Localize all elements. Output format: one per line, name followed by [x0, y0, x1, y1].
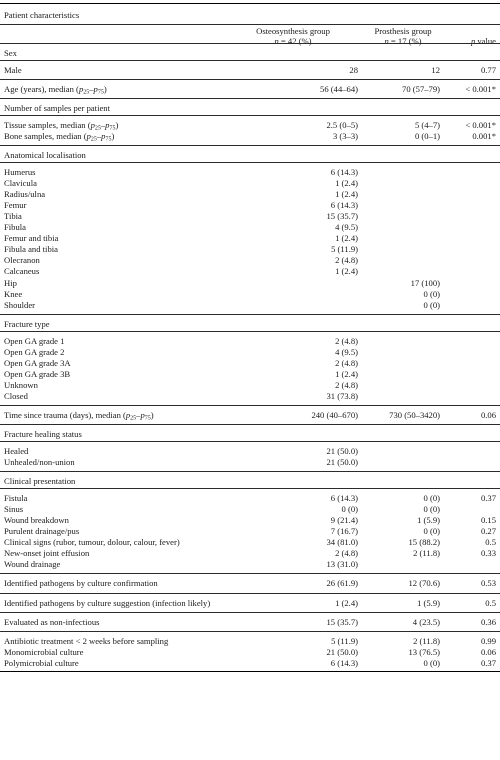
osteosynthesis-value: 1 (2.4)	[335, 598, 358, 608]
pvalue-header-label: p value	[470, 36, 496, 46]
row-label: New-onset joint effusion	[4, 548, 90, 558]
row-label: Antibiotic treatment < 2 weeks before sampling	[4, 636, 169, 646]
osteosynthesis-value: 15 (35.7)	[326, 211, 358, 221]
p-value: 0.27	[480, 526, 496, 536]
table-row	[0, 617, 500, 627]
table-row	[0, 244, 500, 254]
row-label: Hip	[4, 278, 17, 288]
pvalue-header	[471, 36, 496, 46]
group-rule	[0, 488, 500, 489]
prosthesis-value: 0 (0)	[423, 526, 440, 536]
row-label: Radius/ulna	[4, 189, 46, 199]
row-label: Wound drainage	[4, 559, 61, 569]
group-rule	[0, 612, 500, 613]
osteosynthesis-value: 21 (50.0)	[326, 457, 358, 467]
table-row	[0, 255, 500, 265]
osteosynthesis-value: 21 (50.0)	[326, 446, 358, 456]
osteosynthesis-value: 6 (14.3)	[330, 200, 358, 210]
p-value: 0.77	[480, 65, 496, 75]
group-rule	[0, 441, 500, 442]
prosthesis-value: 5 (4–7)	[414, 120, 440, 130]
table-row	[0, 410, 500, 420]
osteosynthesis-header-name: Osteosynthesis group	[256, 26, 330, 36]
section-clinical-presentation	[0, 476, 500, 486]
osteosynthesis-value: 6 (14.3)	[330, 167, 358, 177]
prosthesis-value: 1 (5.9)	[417, 598, 440, 608]
row-label: Identified pathogens by culture suggestion (infection likely)	[4, 598, 211, 608]
osteosynthesis-value: 34 (81.0)	[326, 537, 358, 547]
table-title: Patient characteristics	[4, 10, 80, 20]
prosthesis-value: 13 (76.5)	[408, 647, 440, 657]
section-label: Clinical presentation	[4, 476, 76, 486]
row-label: Bone samples, median $(p_{25}-p_{75})$	[4, 131, 115, 143]
osteosynthesis-value: 2 (4.8)	[335, 336, 358, 346]
prosthesis-value: 0 (0)	[423, 504, 440, 514]
osteosynthesis-value: 15 (35.7)	[326, 617, 358, 627]
table-row	[0, 537, 500, 547]
osteosynthesis-value: 2.5 (0–5)	[326, 120, 358, 130]
osteosynthesis-value: 4 (9.5)	[335, 222, 358, 232]
group-rule	[0, 405, 500, 406]
prosthesis-value: 15 (88.2)	[408, 537, 440, 547]
table-row	[0, 391, 500, 401]
row-label: Tibia	[4, 211, 22, 221]
osteosynthesis-value: 2 (4.8)	[335, 548, 358, 558]
group-rule	[0, 43, 500, 44]
osteosynthesis-value: 9 (21.4)	[330, 515, 358, 525]
osteosynthesis-value: 7 (16.7)	[330, 526, 358, 536]
table-row	[0, 526, 500, 536]
section-number-of-samples-per-patient	[0, 103, 500, 113]
prosthesis-value: 2 (11.8)	[413, 636, 440, 646]
table-row	[0, 647, 500, 657]
prosthesis-value: 1 (5.9)	[417, 515, 440, 525]
p-value: 0.36	[480, 617, 496, 627]
osteosynthesis-value: 3 (3–3)	[332, 131, 358, 141]
row-label: Fistula	[4, 493, 28, 503]
table-row	[0, 84, 500, 94]
table-row	[0, 658, 500, 668]
osteosynthesis-value: 5 (11.9)	[331, 244, 358, 254]
section-label: Sex	[4, 48, 17, 58]
p-value: 0.15	[480, 515, 496, 525]
table-row	[0, 336, 500, 346]
osteosynthesis-value: 2 (4.8)	[335, 358, 358, 368]
p-value: 0.33	[480, 548, 496, 558]
table-row	[0, 200, 500, 210]
prosthesis-value: 0 (0)	[423, 493, 440, 503]
prosthesis-value: 2 (11.8)	[413, 548, 440, 558]
section-fracture-healing-status	[0, 429, 500, 439]
group-rule	[0, 331, 500, 332]
p-value: 0.99	[480, 636, 496, 646]
row-label: Open GA grade 1	[4, 336, 65, 346]
p-value: 0.53	[480, 578, 496, 588]
osteosynthesis-value: 26 (61.9)	[326, 578, 358, 588]
osteosynthesis-value: 240 (40–670)	[311, 410, 358, 420]
row-label: Monomicrobial culture	[4, 647, 84, 657]
table-row	[0, 578, 500, 588]
row-label: Wound breakdown	[4, 515, 69, 525]
table-row	[0, 548, 500, 558]
p-value: 0.37	[480, 493, 496, 503]
group-rule	[0, 631, 500, 632]
row-label: Polymicrobial culture	[4, 658, 79, 668]
row-label: Evaluated as non-infectious	[4, 617, 100, 627]
p-value: 0.06	[480, 410, 496, 420]
group-rule	[0, 593, 500, 594]
row-label: Time since trauma (days), median $(p_{25}-p_{75})$	[4, 410, 154, 422]
table-row	[0, 65, 500, 75]
group-rule	[0, 314, 500, 315]
p-value: < 0.001*	[465, 84, 496, 94]
section-fracture-type	[0, 319, 500, 329]
section-label: Fracture type	[4, 319, 50, 329]
osteosynthesis-header-n: n = 42 (%)	[274, 36, 312, 46]
row-label: Male	[4, 65, 22, 75]
table-row	[0, 266, 500, 276]
table-row	[0, 289, 500, 299]
group-rule	[0, 573, 500, 574]
row-label: Sinus	[4, 504, 24, 514]
table-row	[0, 167, 500, 177]
table-row	[0, 504, 500, 514]
row-label: Fibula	[4, 222, 26, 232]
row-label: Fibula and tibia	[4, 244, 58, 254]
table-row	[0, 369, 500, 379]
prosthesis-value: 0 (0)	[423, 289, 440, 299]
osteosynthesis-value: 0 (0)	[341, 504, 358, 514]
section-label: Number of samples per patient	[4, 103, 110, 113]
row-label: Femur	[4, 200, 27, 210]
osteosynthesis-value: 4 (9.5)	[335, 347, 358, 357]
osteosynthesis-value: 28	[349, 65, 358, 75]
table-row	[0, 446, 500, 456]
osteosynthesis-value: 1 (2.4)	[335, 178, 358, 188]
osteosynthesis-value: 56 (44–64)	[320, 84, 358, 94]
p-value: 0.001*	[472, 131, 496, 141]
osteosynthesis-value: 2 (4.8)	[335, 255, 358, 265]
row-label: Unknown	[4, 380, 38, 390]
osteosynthesis-value: 21 (50.0)	[326, 647, 358, 657]
table-row	[0, 233, 500, 243]
osteosynthesis-value: 6 (14.3)	[330, 658, 358, 668]
table-row	[0, 178, 500, 188]
row-label: Unhealed/non-union	[4, 457, 75, 467]
table-row	[0, 211, 500, 221]
row-label: Age (years), median $(p_{25}-p_{75})$	[4, 84, 107, 96]
table-row	[0, 131, 500, 141]
p-value: 0.37	[480, 658, 496, 668]
prosthesis-value: 12	[431, 65, 440, 75]
osteosynthesis-value: 1 (2.4)	[335, 189, 358, 199]
section-label: Anatomical localisation	[4, 150, 86, 160]
row-label: Identified pathogens by culture confirmation	[4, 578, 158, 588]
row-label: Humerus	[4, 167, 36, 177]
table-row	[0, 278, 500, 288]
row-label: Closed	[4, 391, 28, 401]
row-label: Healed	[4, 446, 29, 456]
section-anatomical-localisation	[0, 150, 500, 160]
section-label: Fracture healing status	[4, 429, 82, 439]
osteosynthesis-value: 5 (11.9)	[331, 636, 358, 646]
group-rule	[0, 162, 500, 163]
table-row	[0, 636, 500, 646]
row-label: Tissue samples, median $(p_{25}-p_{75})$	[4, 120, 119, 132]
table-row	[0, 598, 500, 608]
prosthesis-header-name: Prosthesis group	[374, 26, 432, 36]
table-row	[0, 457, 500, 467]
table-row	[0, 189, 500, 199]
bottom-rule	[0, 671, 500, 672]
row-label: Calcaneus	[4, 266, 40, 276]
table-row	[0, 493, 500, 503]
prosthesis-value: 0 (0)	[423, 300, 440, 310]
group-rule	[0, 98, 500, 99]
group-rule	[0, 424, 500, 425]
osteosynthesis-value: 1 (2.4)	[335, 233, 358, 243]
table-row	[0, 300, 500, 310]
row-label: Clavicula	[4, 178, 37, 188]
title-rule	[0, 24, 500, 25]
row-label: Open GA grade 3A	[4, 358, 71, 368]
table-row	[0, 120, 500, 130]
group-rule	[0, 471, 500, 472]
row-label: Knee	[4, 289, 23, 299]
table-row	[0, 222, 500, 232]
prosthesis-value: 0 (0–1)	[414, 131, 440, 141]
row-label: Olecranon	[4, 255, 40, 265]
row-label: Purulent drainage/pus	[4, 526, 80, 536]
osteosynthesis-value: 31 (73.8)	[326, 391, 358, 401]
top-rule	[0, 3, 500, 4]
p-value: 0.06	[480, 647, 496, 657]
osteosynthesis-value: 13 (31.0)	[326, 559, 358, 569]
group-rule	[0, 145, 500, 146]
prosthesis-header-n: n = 17 (%)	[384, 36, 422, 46]
prosthesis-value: 17 (100)	[410, 278, 440, 288]
osteosynthesis-value: 1 (2.4)	[335, 369, 358, 379]
group-rule	[0, 79, 500, 80]
prosthesis-value: 0 (0)	[423, 658, 440, 668]
prosthesis-value: 730 (50–3420)	[389, 410, 440, 420]
row-label: Open GA grade 2	[4, 347, 65, 357]
p-value: < 0.001*	[465, 120, 496, 130]
table-row	[0, 515, 500, 525]
row-label: Clinical signs (rubor, tumour, dolour, calour, fever)	[4, 537, 180, 547]
group-rule	[0, 115, 500, 116]
osteosynthesis-value: 6 (14.3)	[330, 493, 358, 503]
row-label: Shoulder	[4, 300, 36, 310]
row-label: Open GA grade 3B	[4, 369, 71, 379]
osteosynthesis-value: 2 (4.8)	[335, 380, 358, 390]
prosthesis-value: 4 (23.5)	[412, 617, 440, 627]
table-row	[0, 347, 500, 357]
prosthesis-value: 70 (57–79)	[402, 84, 440, 94]
prosthesis-value: 12 (70.6)	[408, 578, 440, 588]
table-row	[0, 358, 500, 368]
section-sex	[0, 48, 500, 58]
p-value: 0.5	[485, 537, 496, 547]
osteosynthesis-value: 1 (2.4)	[335, 266, 358, 276]
table-title-row	[0, 10, 500, 20]
table-row	[0, 380, 500, 390]
row-label: Femur and tibia	[4, 233, 59, 243]
table-row	[0, 559, 500, 569]
group-rule	[0, 60, 500, 61]
p-value: 0.5	[485, 598, 496, 608]
